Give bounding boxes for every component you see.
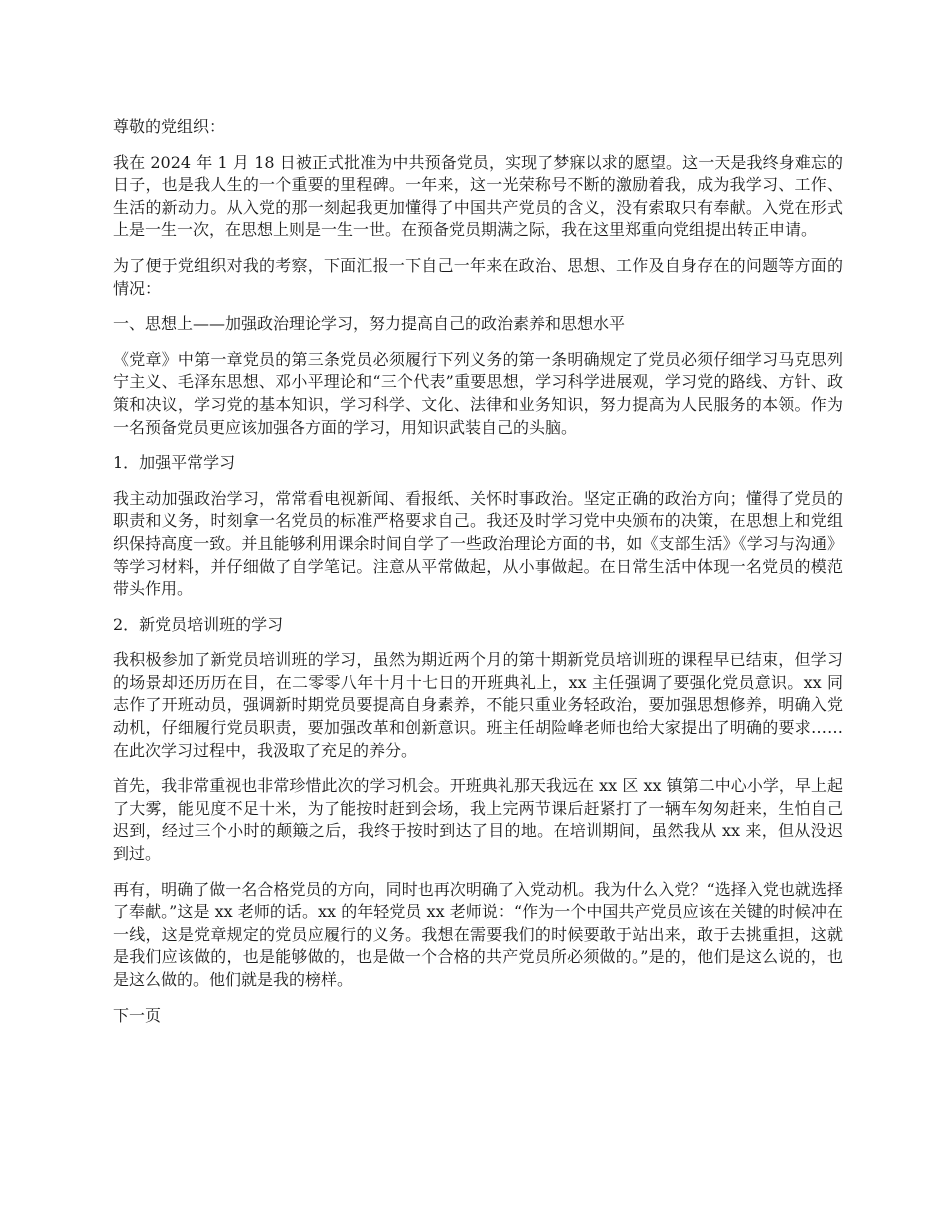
paragraph-report-intro: 为了便于党组织对我的考察，下面汇报一下自己一年来在政治、思想、工作及自身存在的问题等方面的情况：: [113, 255, 843, 298]
paragraph-party-constitution: 《党章》中第一章党员的第三条党员必须履行下列义务的第一条明确规定了党员必须仔细学习马克思列宁主义、毛泽东思想、邓小平理论和“三个代表”重要思想，学习科学进展观，学习党的路线、方针、政策和决议，学习党的基本知识，学习科学、文化、法律和业务知识，努力提高为人民服务的本领。作为一名预备党员更应该加强各方面的学习，用知识武装自己的头脑。: [113, 349, 843, 437]
subheading-training-class: 2．新党员培训班的学习: [113, 614, 284, 634]
paragraph-second-point: 再有，明确了做一名合格党员的方向，同时也再次明确了入党动机。我为什么入党？“选择入党也就选择了奉献。”这是 xx 老师的话。xx 的年轻党员 xx 老师说：“作为一个中国共产党员应该在关键的时候冲在一线，这是党章规定的党员应履行的义务。我想在需要我们的时候要敢于站出来，敢于去挑重担，这就是我们应该做的，也是能够做的，也是做一个合格的共产党员所必须做的。”是的，他们是这么说的，也是这么做的。他们就是我的榜样。: [113, 879, 843, 989]
paragraph-training-class: 我积极参加了新党员培训班的学习，虽然为期近两个月的第十期新党员培训班的课程早已结束，但学习的场景却还历历在目，在二零零八年十月十七日的开班典礼上，xx 主任强调了要强化党员意识。xx 同志作了开班动员，强调新时期党员要提高自身素养，不能只重业务轻政治，要加强思想修养，明确入党动机，仔细履行党员职责，要加强改革和创新意识。班主任胡险峰老师也给大家提出了明确的要求……在此次学习过程中，我汲取了充足的养分。: [113, 650, 843, 760]
subheading-daily-study: 1．加强平常学习: [113, 453, 236, 473]
document-body: [113, 116, 843, 1040]
paragraph-daily-study: 我主动加强政治学习，常常看电视新闻、看报纸、关怀时事政治。坚定正确的政治方向；懂得了党员的职责和义务，时刻拿一名党员的标准严格要求自己。我还及时学习党中央颁布的决策，在思想上和党组织保持高度一致。并且能够利用课余时间自学了一些政治理论方面的书，如《支部生活》《学习与沟通》等学习材料，并仔细做了自学笔记。注意从平常做起，从小事做起。在日常生活中体现一名党员的模范带头作用。: [113, 488, 843, 599]
salutation: 尊敬的党组织：: [113, 117, 226, 136]
next-page-link[interactable]: 下一页: [113, 1005, 162, 1025]
paragraph-intro: 我在 2024 年 1 月 18 日被正式批准为中共预备党员，实现了梦寐以求的愿望。这一天是我终身难忘的日子，也是我人生的一个重要的里程碑。一年来，这一光荣称号不断的激励着我，成为我学习、工作、生活的新动力。从入党的那一刻起我更加懂得了中国共产党员的含义，没有索取只有奉献。入党在形式上是一生一次，在思想上则是一生一世。在预备党员期满之际，我在这里郑重向党组提出转正申请。: [113, 152, 843, 240]
section-heading-thought: 一、思想上——加强政治理论学习，努力提高自己的政治素养和思想水平: [113, 314, 626, 334]
paragraph-first-point: 首先，我非常重视也非常珍惜此次的学习机会。开班典礼那天我远在 xx 区 xx 镇第二中心小学，早上起了大雾，能见度不足十米，为了能按时赶到会场，我上完两节课后赶紧打了一辆车匆匆赶来，生怕自己迟到，经过三个小时的颠簸之后，我终于按时到达了目的地。在培训期间，虽然我从 xx 来，但从没迟到过。: [113, 776, 843, 864]
